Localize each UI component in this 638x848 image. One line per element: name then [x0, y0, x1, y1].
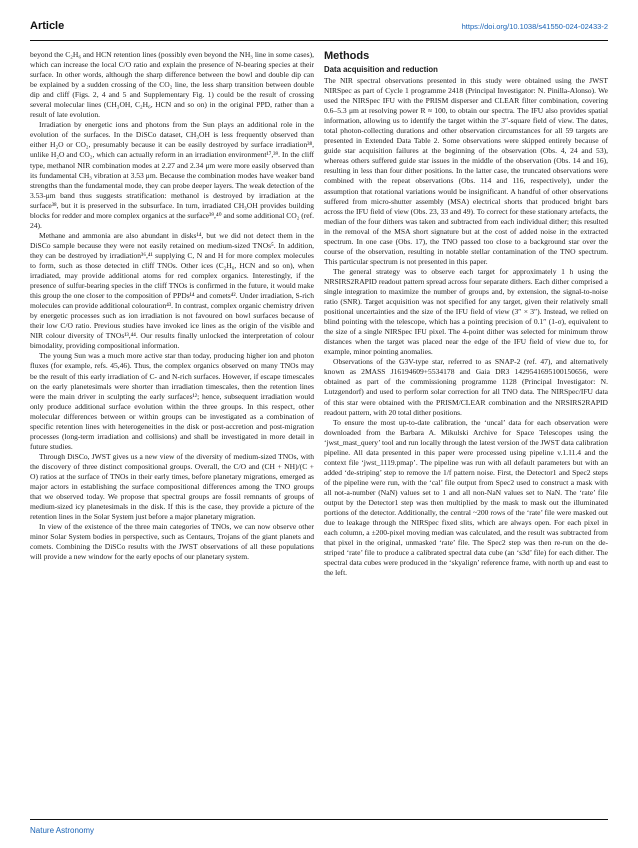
subsection-title: Data acquisition and reduction	[324, 65, 438, 74]
doi-link[interactable]: https://doi.org/10.1038/s41550-024-02433-2	[461, 22, 608, 31]
paragraph: Irradiation by energetic ions and photons from the Sun plays an additional role in the evolution of the surfaces. In the DiSCo dataset, CH₃OH is less frequently observed than either H₂O or CO₂, presumably because it can be easily destroyed by surface irradiation³⁸, unlike H₂O and CO₂, which can actually reform in an irradiation environment¹⁷,³⁹. In the cliff type, methanol NIR combination modes at 2.27 and 2.34 μm were more easily observed than its fundamental CH₃ vibration at 3.53 μm. Because the combination modes have weaker band strengths than the fundamental mode, they can probe deeper layers. The weak detection of the 3.53-μm band thus suggests stratification: methanol is destroyed by irradiation at the surface³⁸, but it is preserved in the subsurface. In turn, irradiated CH₃OH provides building blocks for redder and more complex organics at the surface³⁹,⁴⁰ and some additional CO₂ (ref. 24).	[30, 120, 314, 230]
paragraph: Methane and ammonia are also abundant in disks¹⁴, but we did not detect them in the DiSCo sample because they were not easily retained on medium-sized TNOs⁵. In addition, they can be destroyed by irradiation³⁶,⁴¹ supplying C, N and H for more complex molecules to form, such as those detected in cliff TNOs. Other ices (C₂H₆, HCN and so on), when irradiated, may provide additional atoms for red complex organics. Interestingly, if the presence of sulfur-bearing species in the cliff TNOs is confirmed in the future, it would make this group the one closer to the composition of PPDs¹⁴ and comets⁴². Under irradiation, S-rich molecules can provide additional colouration⁴³. In contrast, complex organic chemistry driven by energetic processes such as ion irradiation is not favoured on bowl surfaces because of their low C/O ratio. Previous studies have invoked ice lines as the origin of the visible and NIR colour diversity of TNOs¹³,⁴⁴. Our results finally unlocked the interpretation of colour bimodality, providing compositional information.	[30, 230, 314, 351]
journal-name: Nature Astronomy	[30, 826, 95, 835]
paragraph: beyond the C₂H₆ and HCN retention lines (possibly even beyond the NH₃ line in some cases), which can increase the local C/O ratio and explain the presence of N-bearing species at their surface. In other words, although the sharp difference between the bowl and double dip can be explained by a sudden crossing of the CO₂ line, the less sharp transition between double dip and cliff (Figs. 2, 4 and 5 and Supplementary Fig. 1) could be the result of crossing several molecular lines (CH₃OH, C₂H₆, HCN and so on) in the original PPD, rather than a result of late evolution.	[30, 50, 314, 120]
paragraph: In view of the existence of the three main categories of TNOs, we can now observe other minor Solar System bodies in perspective, such as Centaurs, Trojans of the giant planets and comets. Combining the DiSCo results with the JWST observations of all these populations will provide a new window for the early epochs of our planetary system.	[30, 522, 314, 562]
paragraph: The NIR spectral observations presented in this study were obtained using the JWST NIRSpec as part of Cycle 1 programme 2418 (Principal Investigator: N. Pinilla-Alonso). We used the NIRSpec IFU with the PRISM disperser and CLEAR filter combination, covering 0.6–5.3 μm at resolving power R ≈ 100, to obtain our spectra. The IFU also provides spatial information, allowing us to identify the target within the 3″-square field of view. The dates, total photon-collecting durations and other observation circumstances for all 59 targets are presented in Extended Data Table 2. Some observations were skipped entirely because of guide star acquisition failures at the beginning of the observation (Obs. 4, 24 and 53), whereas others suffered guide star issues in the middle of the observation (Obs. 14 and 16), resulting in less than four dither positions. In the latter case, the truncated observations were combined with the repeat observations (Obs. 114 and 116, respectively), under the assumption that rotational variations would be insignificant. A handful of other observations suffered from micro-shutter assembly (MSA) electrical shorts that produced bright bars across the IFU field of view (Obs. 23, 33 and 49). To correct for these stationary artefacts, the median of the four dithers was taken and subtracted from each individual dither; this resulted in the removal of the MSA short signature but at the cost of added noise in the extracted spectrum. In one case (Obs. 17), the TNO passed too close to a background star over the course of the observation, resulting in notable stellar contamination of the TNO spectrum. This particular spectrum is not presented in this paper.	[324, 76, 608, 266]
paragraph: To ensure the most up-to-date calibration, the ‘uncal’ data for each observation were downloaded from the Barbara A. Mikulski Archive for Space Telescopes using the ‘jwst_mast_query’ tool and run locally through the latest version of the JWST data calibration pipeline. All data presented in this paper were processed using pipeline v.1.11.4 and the context file ‘jwst_1119.pmap’. The pipeline was run with all default parameters but with an added ‘de-striping’ step to remove the 1/f pattern noise. First, the Detector1 and Spec2 steps of the pipeline were run, with the ‘cal’ file output from Spec2 used to construct a mask with all not-a-number (NaN) values set to 1 and all non-NaN values set to NaN. The ‘rate’ file output by the Detector1 step was then multiplied by the mask to mask out the illuminated portions of the detector. Additionally, the central ~200 rows of the ‘rate’ file were masked out due to leakage through the NIRSpec fixed slits, which are always open. For each pixel in each column, a ±200-pixel moving median was calculated, and the result was subtracted from that pixel in the original, unmasked ‘rate’ file. The Spec2 step was then re-run on the de-striped ‘rate’ file to produce a calibrated spectral data cube (an ‘s3d’ file) for each dither. The spectral data cubes were produced in the ‘skyalign’ reference frame, with north up and east to the left.	[324, 417, 608, 578]
section-title: Methods	[324, 50, 370, 62]
paragraph: Through DiSCo, JWST gives us a new view of the diversity of medium-sized TNOs, with the discovery of three distinct compositional groups. Overall, the C/O and (CH + NH)/(C + O) ratios at the surface of TNOs in their early times, before planetary migrations, emerged as major actors in establishing the surface compositional differences among the TNO groups that we observed today. We propose that spectral groups are fossil remnants of groups of medium-sized icy planetesimals in the disk. If this is the case, they provide a picture of the retention lines in the Solar System just before a major planetary migration.	[30, 451, 314, 522]
paragraph: The general strategy was to observe each target for approximately 1 h using the NRSIRS2RAPID readout pattern spread across four separate dithers. Each dither comprised a single integration to maximize the number of groups and, by extension, the signal-to-noise ratio (SNR). Target acquisition was not specified for any target, given their relatively small positional uncertainties and the size of the IFU field of view (3″ × 3″). Instead, we relied on blind pointing with the telescope, which has a pointing precision of 0.1″ (1-σ), equivalent to the size of a single NIRSpec IFU pixel. The 4-point dither was selected for minimum throw distances when the target was placed near the edge of the IFU field of view due to, for example, minor pointing anomalies.	[324, 266, 608, 357]
article-label: Article	[30, 20, 65, 32]
header-rule	[30, 40, 608, 41]
paragraph: Observations of the G3V-type star, referred to as SNAP-2 (ref. 47), and alternatively known as 2MASS J16194609+5534178 and Gaia DR3 1429541695100150656, were obtained as part of the commissioning programme 1128 (Principal Investigator: N. Lutzgendorf) and used to perform solar correction for all TNO data. The NIRSpec/IFU data of this star were obtained with the PRISM/CLEAR combination and the NRSIRS2RAPID readout pattern, with 20 total dither positions.	[324, 357, 608, 417]
left-column	[30, 50, 314, 562]
page-header	[30, 20, 608, 38]
right-column	[324, 50, 608, 578]
paragraph: The young Sun was a much more active star than today, producing higher ion and photon fluxes (for example, refs. 45,46). Thus, the complex organics observed on many TNOs may be the result of this early irradiation of C- and N-rich surfaces. However, if escape timescales on the early planetesimals were shorter than irradiation timescales, then the retention lines were the main driver in sculpting the early surfaces¹²; hence, subsequent irradiation would only produce additional surface evolution within the three groups. In this respect, other molecular differences between or within groups can be investigated as a combination of specific retention lines with heterogeneities in the disk or post-accretion and post-migration processes (long-term irradiation and collisions) and shall be investigated in more detail in future studies.	[30, 351, 314, 451]
footer-rule	[30, 819, 608, 820]
